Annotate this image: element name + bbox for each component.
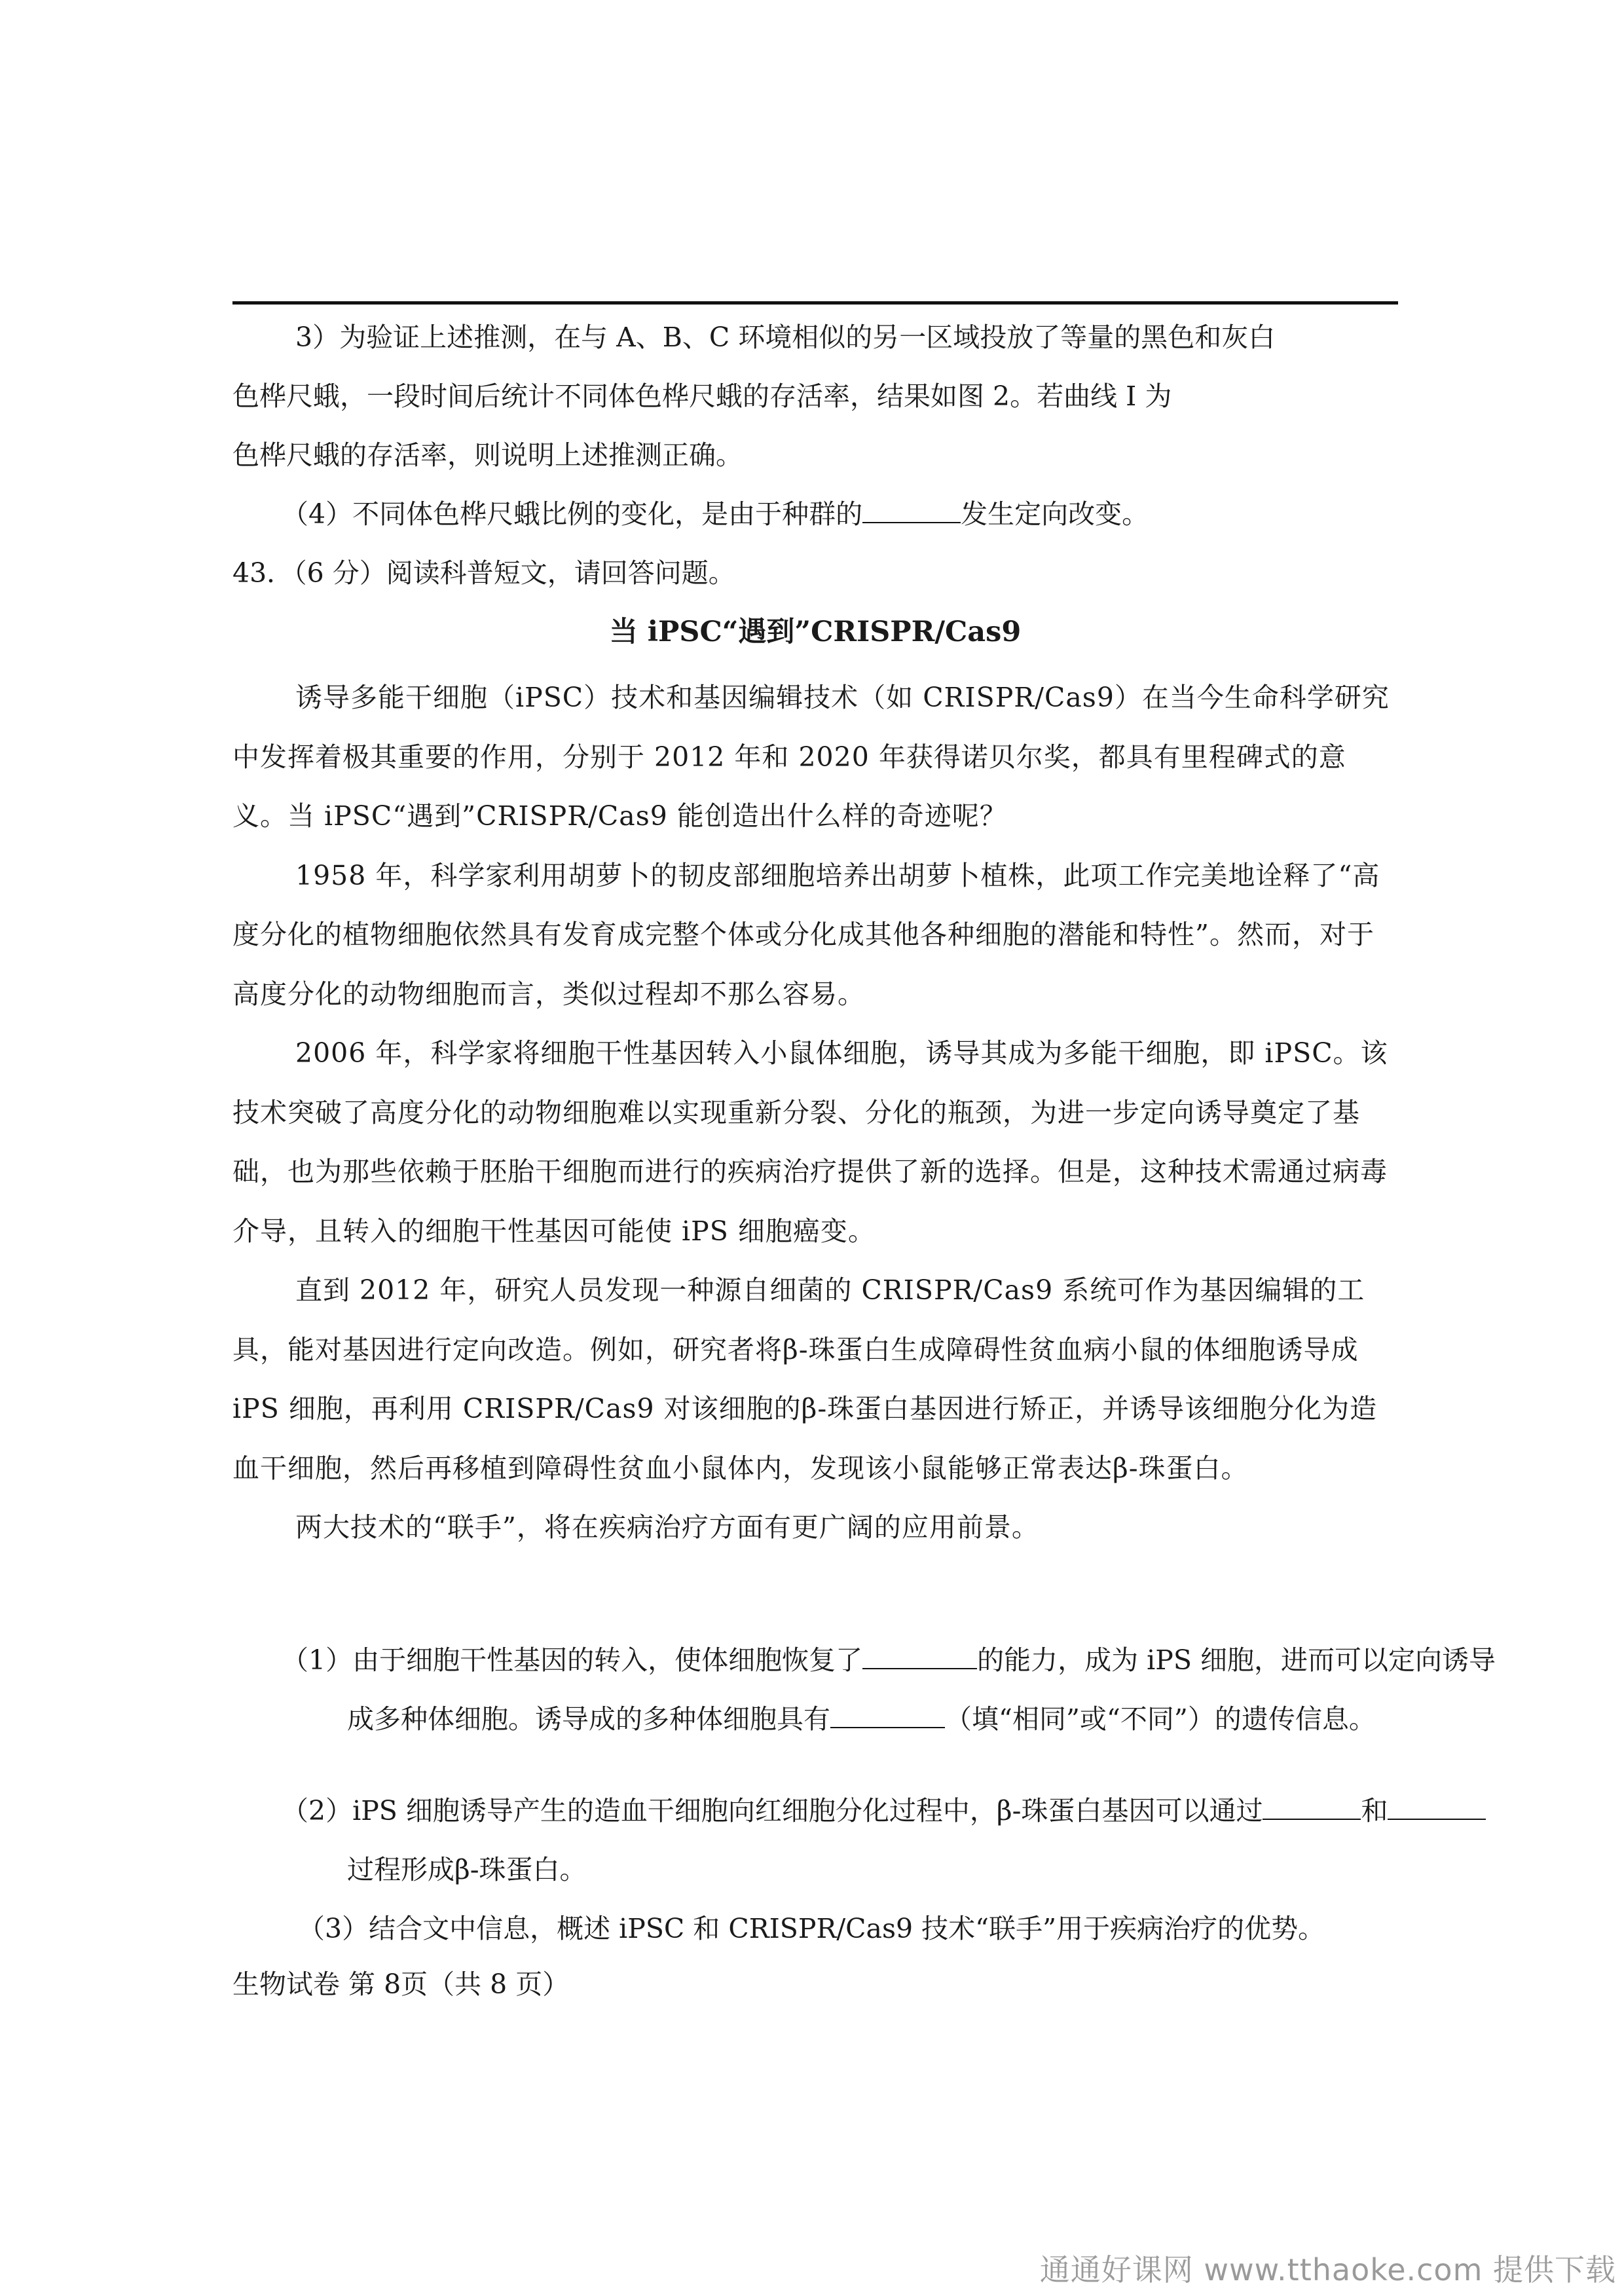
answer-blank[interactable] [862,1643,977,1669]
article-paragraph-3: 2006 年，科学家将细胞干性基因转入小鼠体细胞，诱导其成为多能干细胞，即 iPSC。该技术突破了高度分化的动物细胞难以实现重新分裂、分化的瓶颈，为进一步定向诱导奠定了基础，也为那些依赖于胚胎干细胞而进行的疾病治疗提供了新的选择。但是，这种技术需通过病毒介导，且转入的细胞干性基因可能使 iPS 细胞癌变。 [232,1037,1388,1247]
watermark: 通通好课网 www.tthaoke.com 提供下载 [1039,2252,1616,2287]
article-body [232,668,1398,1557]
page-footer: 生物试卷 第 8页（共 8 页） [232,1969,570,2000]
q43-sub1 [232,1631,1513,1749]
q42-sub4-text-after: 发生定向改变。 [961,498,1149,530]
answer-blank[interactable] [862,497,961,523]
q43-sub2 [232,1781,1513,1899]
q43-sub2-part3: 过程形成β-珠蛋白。 [347,1854,587,1885]
q43-sub1-part1: （1）由于细胞干性基因的转入，使体细胞恢复了 [282,1644,863,1676]
answer-blank[interactable] [830,1702,945,1728]
q42-sub3-line2: 色桦尺蛾，一段时间后统计不同体色桦尺蛾的存活率，结果如图 2。若曲线 I 为 [232,380,1172,412]
q43-header: 43．（6 分）阅读科普短文，请回答问题。 [232,557,735,589]
q43-sub3: （3）结合文中信息，概述 iPSC 和 CRISPR/Cas9 技术“联手”用于疾病治疗的优势。 [298,1913,1325,1944]
q43-sub1-part2: 的能力，成为 iPS 细胞，进而可以定向诱导成多种体细胞。诱导成的多种体细胞具有 [347,1644,1496,1735]
q42-sub3-line3: 色桦尺蛾的存活率，则说明上述推测正确。 [232,439,743,471]
answer-blank[interactable] [1388,1794,1486,1820]
q42-sub4-text-before: （4）不同体色桦尺蛾比例的变化，是由于种群的 [282,498,863,530]
article-title: 当 iPSC“遇到”CRISPR/Cas9 [609,616,1022,648]
article-paragraph-5: 两大技术的“联手”，将在疾病治疗方面有更广阔的应用前景。 [295,1511,1039,1543]
answer-blank[interactable] [1263,1794,1361,1820]
q43-sub2-part2: 和 [1361,1795,1388,1826]
article-paragraph-2: 1958 年，科学家利用胡萝卜的韧皮部细胞培养出胡萝卜植株，此项工作完美地诠释了“高度分化的植物细胞依然具有发育成完整个体或分化成其他各种细胞的潜能和特性”。然而，对于高度分化的动物细胞而言，类似过程却不那么容易。 [232,859,1380,1010]
header-rule [232,301,1398,305]
q42-sub3 [232,308,1398,485]
article-paragraph-1: 诱导多能干细胞（iPSC）技术和基因编辑技术（如 CRISPR/Cas9）在当今生命科学研究中发挥着极其重要的作用，分别于 2012 年和 2020 年获得诺贝尔奖，都具有里程碑式的意义。当 iPSC“遇到”CRISPR/Cas9 能创造出什么样的奇迹呢？ [232,682,1390,832]
q42-sub4 [282,485,1395,544]
q43-sub1-part3: （填“相同”或“不同”）的遗传信息。 [945,1703,1376,1735]
q43-sub2-part1: （2）iPS 细胞诱导产生的造血干细胞向红细胞分化过程中，β-珠蛋白基因可以通过 [282,1795,1263,1826]
article-paragraph-4: 直到 2012 年，研究人员发现一种源自细菌的 CRISPR/Cas9 系统可作为基因编辑的工具，能对基因进行定向改造。例如，研究者将β-珠蛋白生成障碍性贫血病小鼠的体细胞诱导成 iPS 细胞，再利用 CRISPR/Cas9 对该细胞的β-珠蛋白基因进行矫正，并诱导该细胞分化为造血干细胞，然后再移植到障碍性贫血小鼠体内，发现该小鼠能够正常表达β-珠蛋白。 [232,1274,1378,1484]
q42-sub3-line1: 3）为验证上述推测，在与 A、B、C 环境相似的另一区域投放了等量的黑色和灰白 [295,322,1276,353]
